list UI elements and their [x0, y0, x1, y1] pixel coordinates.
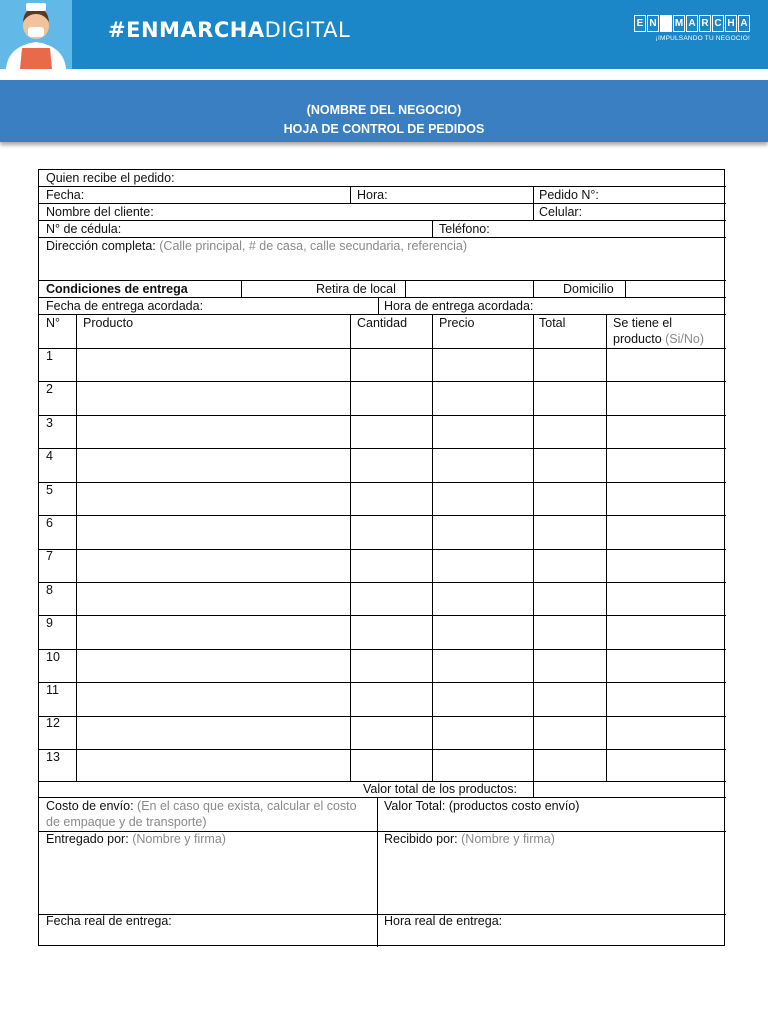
phone-field[interactable]: Teléfono:	[439, 222, 490, 236]
products-total-value[interactable]	[539, 781, 722, 797]
campaign-hashtag: #ENMARCHADIGITAL	[108, 18, 351, 42]
col-header-number: N°	[46, 316, 61, 330]
real-delivery-date-field[interactable]: Fecha real de entrega:	[46, 914, 172, 928]
logo-letter: C	[712, 15, 724, 32]
order-number-field[interactable]: Pedido N°:	[539, 188, 599, 202]
title-bar	[0, 80, 768, 142]
enmarcha-logo	[634, 15, 750, 49]
table-row[interactable]: 9	[46, 616, 53, 630]
table-row[interactable]: 7	[46, 549, 53, 563]
delivered-by-field[interactable]: Entregado por: (Nombre y firma)	[46, 832, 226, 846]
date-field[interactable]: Fecha:	[46, 188, 85, 202]
table-row[interactable]: 11	[46, 683, 59, 697]
address-label: Dirección completa:	[46, 239, 156, 253]
time-field[interactable]: Hora:	[357, 188, 388, 202]
avatar	[0, 0, 72, 69]
table-row[interactable]: 4	[46, 449, 53, 463]
client-name-field[interactable]: Nombre del cliente:	[46, 205, 154, 219]
order-control-form	[38, 169, 725, 946]
table-row[interactable]: 12	[46, 716, 60, 730]
logo-letter: A	[738, 15, 750, 32]
col-header-in-stock: Se tiene el producto (Si/No)	[613, 316, 705, 346]
document-title: HOJA DE CONTROL DE PEDIDOS	[283, 122, 485, 136]
shipping-cost-field[interactable]: Costo de envío: (En el caso que exista, calcular el costo de empaque y de transporte)	[46, 799, 357, 829]
header-banner	[0, 0, 768, 69]
logo-letter: M	[673, 15, 685, 32]
address-field[interactable]	[46, 238, 467, 254]
id-number-field[interactable]: N° de cédula:	[46, 222, 122, 236]
grand-total-field[interactable]: Valor Total: (productos costo envío)	[384, 799, 580, 813]
table-row[interactable]: 2	[46, 382, 53, 396]
delivery-conditions-label: Condiciones de entrega	[46, 282, 188, 296]
agreed-time-field[interactable]: Hora de entrega acordada:	[384, 299, 534, 313]
table-row[interactable]: 8	[46, 583, 53, 597]
receiver-field[interactable]: Quien recibe el pedido:	[46, 171, 175, 185]
home-delivery-checkbox[interactable]	[631, 281, 723, 297]
col-header-quantity: Cantidad	[357, 316, 408, 330]
cellphone-field[interactable]: Celular:	[539, 205, 583, 219]
logo-letter: H	[725, 15, 737, 32]
logo-letter: N	[647, 15, 659, 32]
table-row[interactable]: 6	[46, 516, 53, 530]
col-header-price: Precio	[439, 316, 475, 330]
table-row[interactable]: 3	[46, 416, 53, 430]
table-row[interactable]: 10	[46, 650, 60, 664]
business-name-title: (NOMBRE DEL NEGOCIO)	[306, 103, 462, 117]
logo-letter: A	[686, 15, 698, 32]
received-by-field[interactable]: Recibido por: (Nombre y firma)	[384, 832, 555, 846]
home-delivery-option-label: Domicilio	[563, 282, 614, 296]
table-row[interactable]: 13	[46, 750, 60, 764]
table-row[interactable]: 5	[46, 483, 53, 497]
logo-tagline: ¡IMPULSANDO TU NEGOCIO!	[655, 35, 750, 42]
agreed-date-field[interactable]: Fecha de entrega acordada:	[46, 299, 204, 313]
col-header-total: Total	[539, 316, 566, 330]
logo-letter: R	[699, 15, 711, 32]
address-hint: (Calle principal, # de casa, calle secundaria, referencia)	[159, 239, 468, 253]
pickup-option-label: Retira de local	[316, 282, 396, 296]
pickup-checkbox[interactable]	[411, 281, 531, 297]
col-header-product: Producto	[83, 316, 134, 330]
table-row[interactable]: 1	[46, 349, 53, 363]
logo-letter	[660, 15, 672, 32]
real-delivery-time-field[interactable]: Hora real de entrega:	[384, 914, 503, 928]
products-total-label: Valor total de los productos:	[363, 782, 518, 796]
person-illustration-icon	[0, 0, 72, 69]
logo-letter: E	[634, 15, 646, 32]
